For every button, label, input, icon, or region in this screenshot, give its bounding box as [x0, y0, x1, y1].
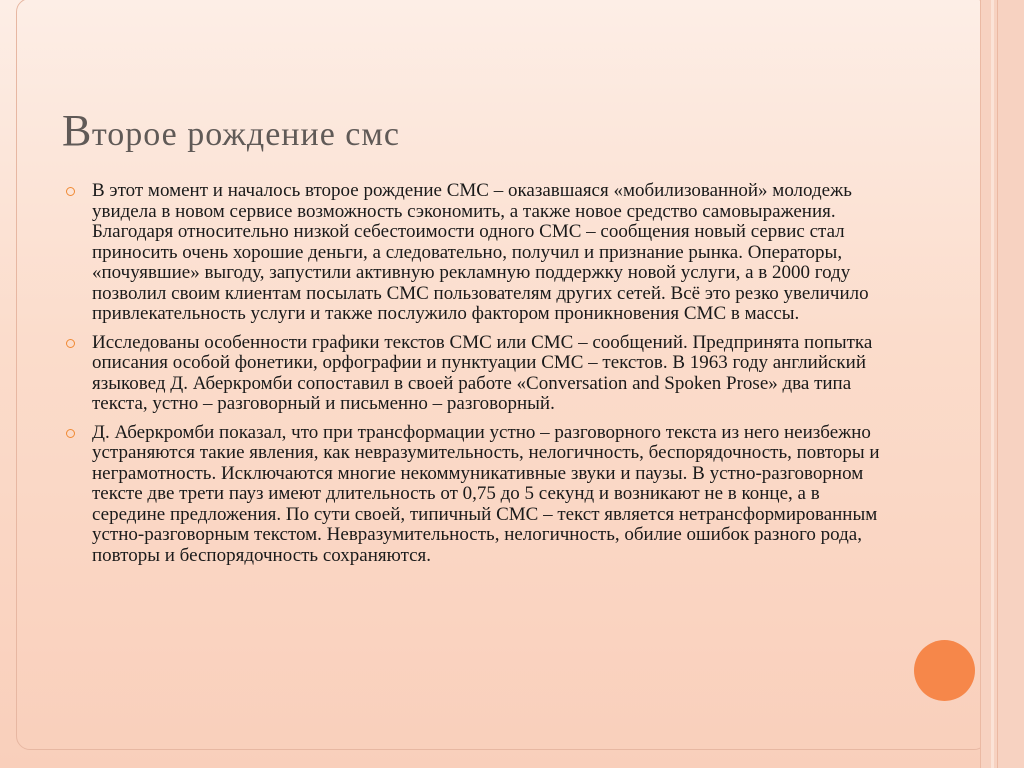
side-decorative-stripe [980, 0, 1024, 768]
hollow-circle-bullet-icon [66, 339, 75, 348]
bullet-item [66, 181, 886, 325]
bullet-item [66, 333, 886, 415]
hollow-circle-bullet-icon [66, 187, 75, 196]
bullet-list [66, 181, 886, 574]
orange-circle-icon [914, 640, 975, 701]
bullet-text: В этот момент и началось второе рождение СМС – оказавшаяся «мобилизованной» молодежь увидела в новом сервисе возможность сэкономить, а также новое средство самовыражения. Благодаря относительно низкой себестоимости одного СМС – сообщения новый сервис стал приносить очень хорошие деньги, а следовательно, получил и признание рынка. Операторы, «почуявшие» выгоду, запустили активную рекламную поддержку новой услуги, а в 2000 году позволил своим клиентам посылать СМС пользователям других сетей. Всё это резко увеличило привлекательность услуги и также послужило фактором проникновения СМС в массы. [92, 180, 869, 324]
slide-title [62, 106, 922, 160]
hollow-circle-bullet-icon [66, 429, 75, 438]
bullet-item [66, 423, 886, 567]
slide-title-rest: торое рождение смс [91, 116, 400, 153]
bullet-text: Исследованы особенности графики текстов СМС или СМС – сообщений. Предпринята попытка описания особой фонетики, орфографии и пунктуации СМС – текстов. В 1963 году английский языковед Д. Аберкромби сопоставил в своей работе «Conversation and Spoken Prose» два типа текста, устно – разговорный и письменно – разговорный. [92, 331, 873, 414]
bullet-text: Д. Аберкромби показал, что при трансформации устно – разговорного текста из него неизбежно устраняются такие явления, как невразумительность, нелогичность, беспорядочность, повторы и неграмотность. Исключаются многие некоммуникативные звуки и паузы. В устно-разговорном тексте две трети пауз имеют длительность от 0,75 до 5 секунд и возникают не в конце, а в середине предложения. По сути своей, типичный СМС – текст является нетрансформированным устно-разговорным текстом. Невразумительность, нелогичность, обилие ошибок разного рода, повторы и беспорядочность сохраняются. [92, 421, 880, 566]
slide-title-initial: В [62, 106, 92, 155]
